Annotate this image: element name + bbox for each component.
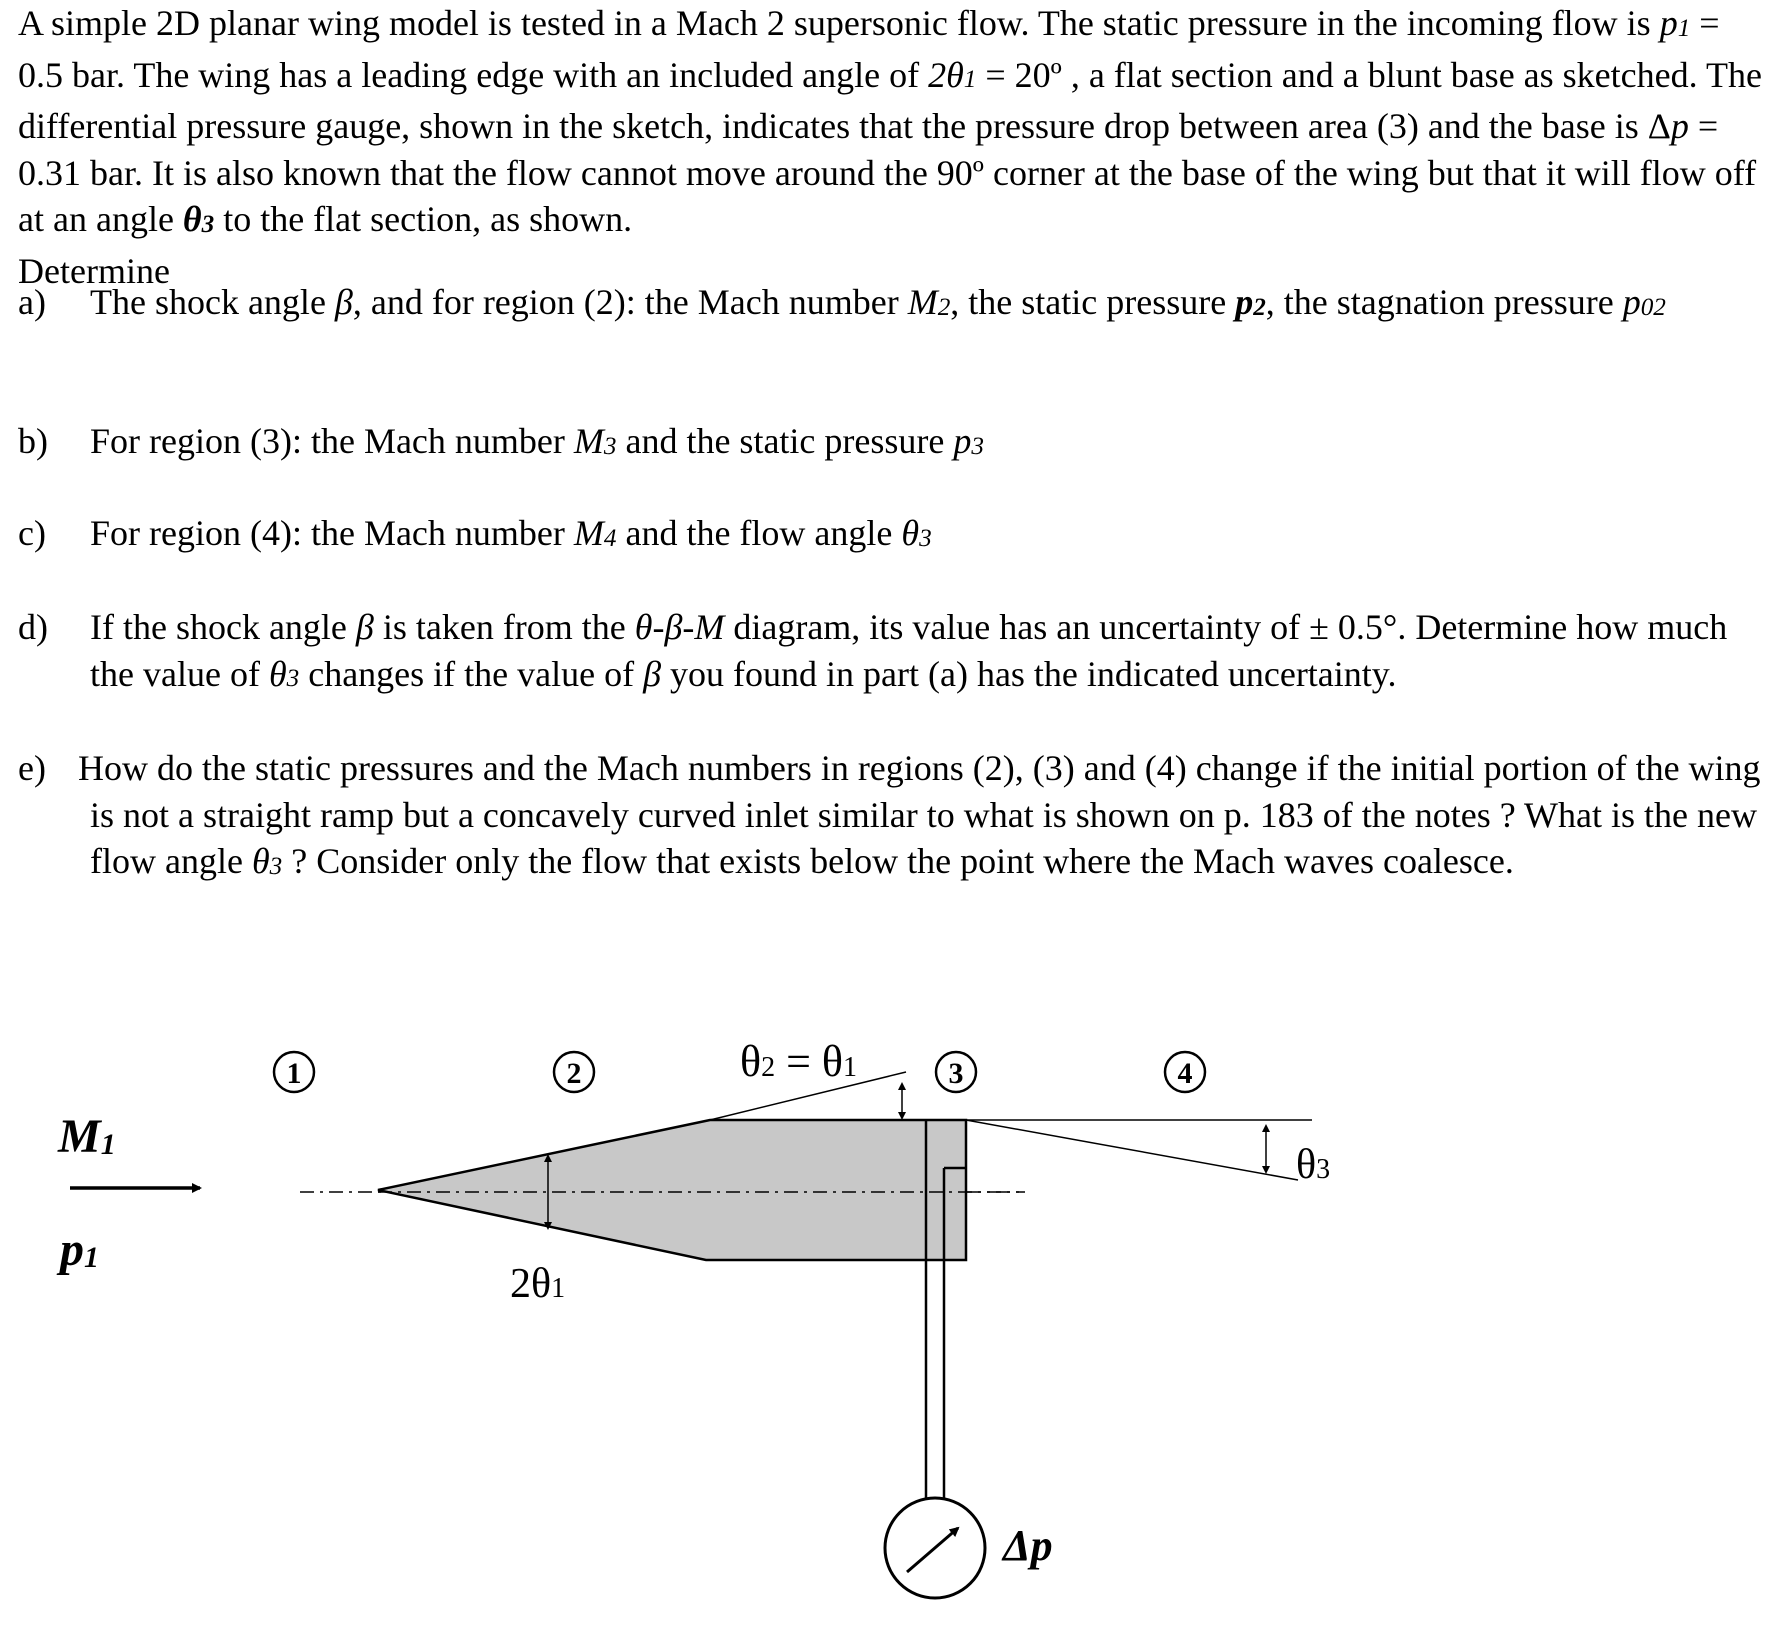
problem-intro: A simple 2D planar wing model is tested in a Mach 2 supersonic flow. The static pressure in the incoming flow is $p_1 = 0.5$ bar. The wing has a leading edge with an included angle of $2\theta_1$ = 20º , a flat section and a blunt base as sketched. The differential pressure gauge, shown in the sketch, indicates that the pressure drop between area (3) and the base is Δp = 0.31 bar. It is also known that the flow cannot move around the 90º corner at the base of the wing but that it will flow off at an angle $\theta_3$ to the flat section, as shown. Determine [18, 3, 1762, 291]
region-marker-4 [1165, 1052, 1205, 1092]
svg-text:3: 3 [948, 1057, 964, 1090]
determine-heading: Determine [18, 250, 170, 291]
two-theta-label: 2θ1 [510, 1261, 566, 1307]
question-b-label: b) [18, 421, 48, 461]
theta-equal-label: θ2 = θ1 [740, 1037, 857, 1086]
region-marker-2 [554, 1052, 594, 1092]
svg-text:4: 4 [1177, 1057, 1193, 1090]
wing-body [378, 1120, 966, 1260]
svg-text:2: 2 [566, 1057, 582, 1090]
pressure-label: p1 [60, 1223, 99, 1276]
mach-label: M1 [58, 1110, 116, 1163]
svg-text:1: 1 [286, 1057, 302, 1090]
theta3-label: θ3 [1296, 1142, 1331, 1188]
flow-off-line [966, 1120, 1298, 1180]
question-e-label: e) [18, 748, 46, 788]
question-a-label: a) [18, 282, 46, 322]
question-d-label: d) [18, 607, 48, 647]
region-marker-3 [936, 1052, 976, 1092]
question-c-label: c) [18, 513, 46, 553]
gauge-label: Δp [1003, 1521, 1053, 1570]
region-marker-1 [274, 1052, 314, 1092]
